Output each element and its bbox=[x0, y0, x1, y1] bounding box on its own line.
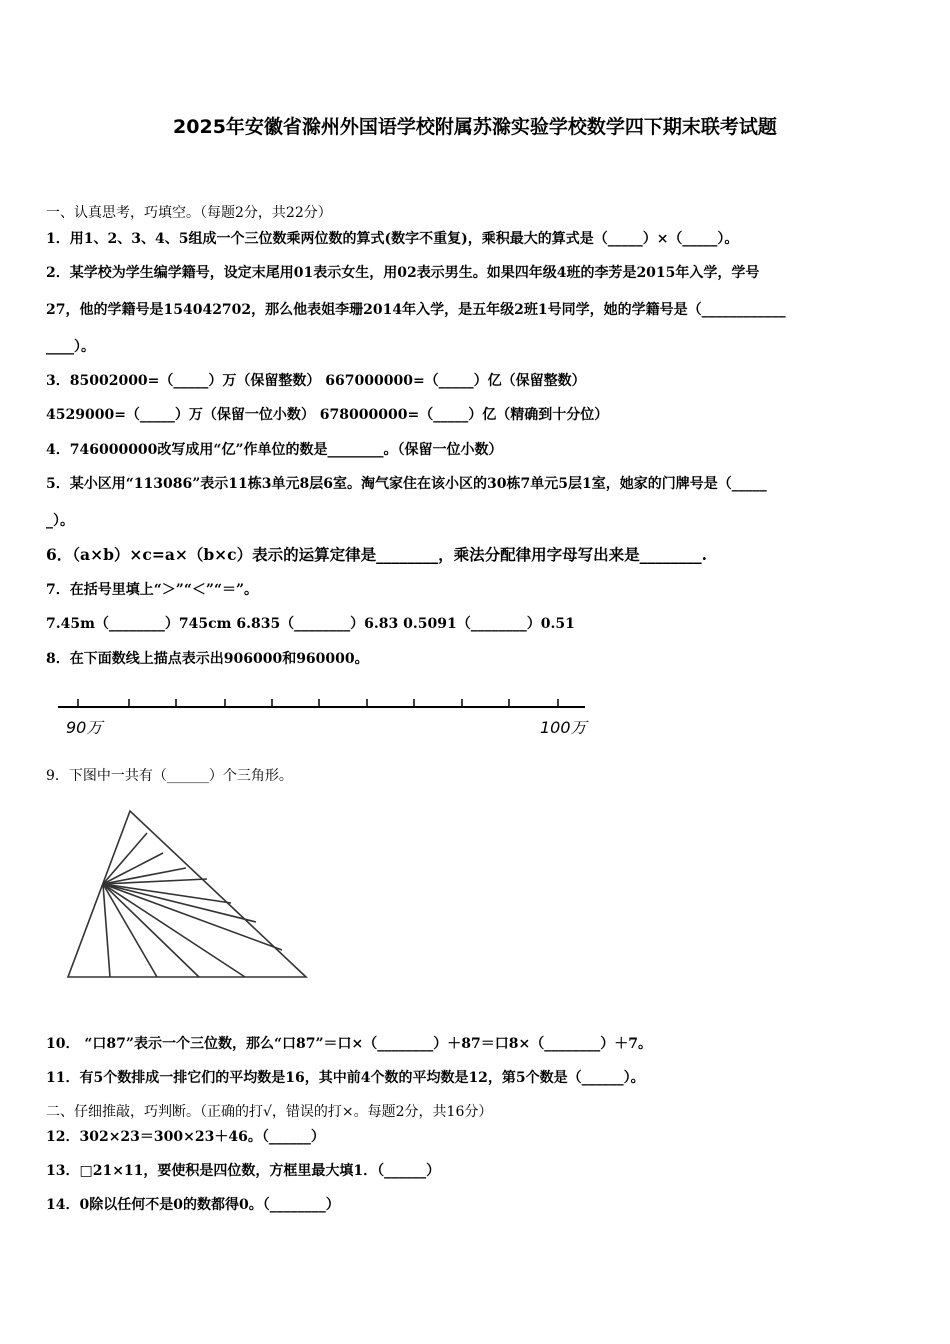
question-3-line-1: 3．85002000=（_____）万（保留整数） 667000000=（_____）亿（保留整数） bbox=[46, 373, 586, 389]
question-10: 10． “口87”表示一个三位数，那么“口87”＝口×（________）＋87＝口8×（________）＋7。 bbox=[46, 1036, 652, 1052]
question-1: 1．用1、2、3、4、5组成一个三位数乘两位数的算式(数字不重复)，乘积最大的算式是（_____）×（_____）。 bbox=[46, 231, 739, 247]
question-12: 12．302×23＝300×23＋46。（______） bbox=[46, 1129, 325, 1145]
inner-line bbox=[103, 884, 245, 977]
question-5-line-1: 5．某小区用“113086”表示11栋3单元8层6室。淘气家住在该小区的30栋7单元5层1室，她家的门牌号是（_____ bbox=[46, 476, 767, 492]
question-6: 6．（a×b）×c=a×（b×c）表示的运算定律是________，乘法分配律用字母写出来是________. bbox=[46, 545, 708, 564]
inner-line bbox=[103, 884, 282, 950]
inner-line bbox=[103, 884, 256, 922]
question-3-line-2: 4529000=（_____）万（保留一位小数） 678000000=（_____）亿（精确到十分位） bbox=[46, 407, 609, 423]
question-9: 9．下图中一共有（______）个三角形。 bbox=[46, 768, 293, 784]
section-1-heading: 一、认真思考，巧填空。（每题2分，共22分） bbox=[46, 205, 332, 221]
question-2-line-1: 2．某学校为学生编学籍号，设定末尾用01表示女生，用02表示男生。如果四年级4班的李芳是2015年入学，学号 bbox=[46, 265, 760, 281]
section-2-heading: 二、仔细推敲，巧判断。（正确的打√，错误的打×。每题2分，共16分） bbox=[46, 1104, 493, 1120]
question-7: 7．在括号里填上“＞”“＜”“＝”。 bbox=[46, 582, 259, 598]
number-line-end-label: 100万 bbox=[540, 718, 587, 737]
question-4: 4．746000000改写成用“亿”作单位的数是________。（保留一位小数） bbox=[46, 442, 503, 458]
inner-line bbox=[103, 884, 110, 977]
question-7-items: 7.45m（________）745cm 6.835（________）6.83 0.5091（________）0.51 bbox=[46, 616, 575, 632]
inner-line bbox=[103, 884, 199, 977]
question-8: 8．在下面数线上描点表示出906000和960000。 bbox=[46, 651, 369, 667]
question-2-line-2: 27，他的学籍号是154042702，那么他表姐李珊2014年入学，是五年级2班1号同学，她的学籍号是（____________ bbox=[46, 302, 786, 318]
question-11: 11．有5个数排成一排它们的平均数是16，其中前4个数的平均数是12，第5个数是（______）。 bbox=[46, 1070, 645, 1086]
question-2-line-3: ____）。 bbox=[46, 339, 95, 355]
page-title: 2025年安徽省滁州外国语学校附属苏滁实验学校数学四下期末联考试题 bbox=[173, 116, 777, 138]
question-5-line-2: _）。 bbox=[46, 513, 74, 529]
number-line-start-label: 90万 bbox=[66, 718, 103, 737]
number-line-figure bbox=[50, 690, 600, 750]
question-13: 13．□21×11，要使积是四位数，方框里最大填1．（______） bbox=[46, 1163, 441, 1179]
question-14: 14．0除以任何不是0的数都得0。（________） bbox=[46, 1197, 340, 1213]
triangle-figure bbox=[60, 805, 320, 990]
inner-line bbox=[103, 884, 157, 977]
